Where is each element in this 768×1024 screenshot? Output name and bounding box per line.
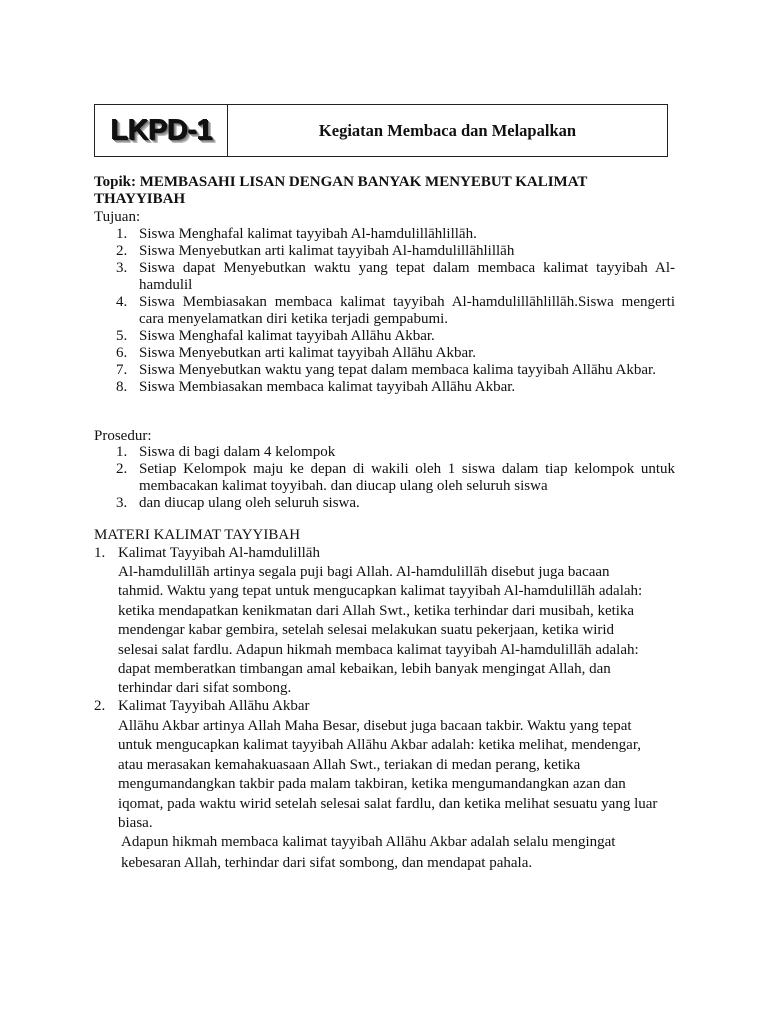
list-item: 5. Siswa Menghafal kalimat tayyibah Allāhu Akbar.: [116, 328, 435, 344]
list-item: 3. Siswa dapat Menyebutkan waktu yang tepat dalam membaca kalimat tayyibah Al-hamdulil: [116, 260, 675, 293]
activity-title: Kegiatan Membaca dan Melapalkan: [318, 120, 577, 140]
list-item: 8. Siswa Membiasakan membaca kalimat tayyibah Allāhu Akbar.: [116, 379, 516, 395]
list-item: 6. Siswa Menyebutkan arti kalimat tayyibah Allāhu Akbar.: [116, 345, 477, 361]
logo-cell: [95, 105, 228, 156]
header-table: [94, 104, 668, 157]
list-item: 4. Siswa Membiasakan membaca kalimat tayyibah Al-hamdulillāhlillāh.Siswa mengerti cara menyelamatkan diri ketika terjadi gempabumi.: [116, 294, 675, 327]
section-heading: 2. Kalimat Tayyibah Allāhu Akbar: [94, 698, 310, 714]
tujuan-label: Tujuan:: [94, 209, 141, 225]
section-paragraph: Al-hamdulillāh artinya segala puji bagi Allah. Al-hamdulillāh disebut juga bacaan tahmid. Waktu yang tepat untuk mengucapkan kalimat tayyibah Al-hamdulillāh adalah: ketika mendapatkan kenikmatan dari Allah Swt., ketika terhindar dari musibah, ketika mendengar kabar gembira, setelah selesai melakukan suatu pekerjaan, ketika wirid selesai salat fardlu. Adapun hikmah membaca kalimat tayyibah Al-hamdulillāh adalah: dapat memberatkan timbangan amal kebaikan, lebih banyak mengingat Allah, dan terhindar dari sifat sombong.: [118, 564, 643, 697]
section-paragraph-hikmah: Adapun hikmah membaca kalimat tayyibah Allāhu Akbar adalah selalu mengingat kebesaran Allah, terhindar dari sifat sombong, dan mendapat pahala.: [121, 834, 616, 871]
section-paragraph: Allāhu Akbar artinya Allah Maha Besar, disebut juga bacaan takbir. Waktu yang tepat untuk mengucapkan kalimat tayyibah Allāhu Akbar adalah: ketika melihat, mendengar, atau merasakan kemahakuasaan Allah Swt., teriakan di medan perang, ketika mengumandangkan takbir pada malam takbiran, ketika mengumandangkan azan dan iqomat, pada waktu wirid setelah selesai salat fardlu, dan ketika melihat sesuatu yang luar biasa.: [118, 718, 658, 832]
tujuan-list: [94, 226, 675, 396]
section-heading: 1. Kalimat Tayyibah Al-hamdulillāh: [94, 545, 320, 561]
list-item: 1. Siswa Menghafal kalimat tayyibah Al-hamdulillāhlillāh.: [116, 226, 477, 242]
list-item: 3. dan diucap ulang oleh seluruh siswa.: [116, 495, 360, 511]
list-item: 2. Setiap Kelompok maju ke depan di wakili oleh 1 siswa dalam tiap kelompok untuk membacakan kalimat toyyibah. dan diucap ulang oleh seluruh siswa: [116, 461, 675, 494]
list-item: 7. Siswa Menyebutkan waktu yang tepat dalam membaca kalima tayyibah Allāhu Akbar.: [116, 362, 656, 378]
topic-heading: Topik: MEMBASAHI LISAN DENGAN BANYAK MENYEBUT KALIMAT THAYYIBAH: [94, 174, 588, 207]
materi-title: MATERI KALIMAT TAYYIBAH: [94, 527, 301, 543]
list-item: 1. Siswa di bagi dalam 4 kelompok: [116, 444, 336, 460]
list-item: 2. Siswa Menyebutkan arti kalimat tayyibah Al-hamdulillāhlillāh: [116, 243, 515, 259]
prosedur-label: Prosedur:: [94, 428, 152, 444]
lkpd-logo: LKPD-1: [110, 114, 212, 146]
prosedur-list: [94, 444, 675, 512]
